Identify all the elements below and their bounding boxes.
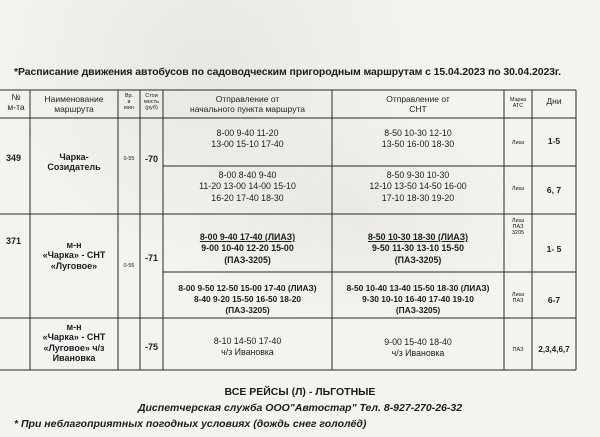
departure-start-times: 8-00 9-40 17-40 (ЛИАЗ) 9-00 10-40 12-20 15-00 (ПАЗ-3205) [199, 232, 296, 265]
header-route-name: Наименование маршрута [44, 94, 104, 114]
departure-snt-times: 8-50 10-40 13-40 15-50 18-30 (ЛИАЗ) 9-30 10-10 16-40 17-40 19-10 (ПАЗ-3205) [346, 283, 490, 315]
operating-days: 6, 7 [546, 185, 562, 195]
operating-days: 2,3,4,6,7 [538, 345, 570, 354]
departure-start-times: 8-00 8-40 9-40 11-20 13-00 14-00 15-10 16-20 17-40 18-30 [199, 170, 296, 203]
departure-start-times: 8-10 14-50 17-40 ч/з Ивановка [213, 336, 282, 358]
header-travel-time: Вр. в мин [124, 93, 134, 112]
header-departure-snt: Отправление от СНТ [386, 94, 450, 114]
dispatch-contact: Диспетчерская служба ООО"Автостар" Тел. 8-927-270-26-32 [137, 402, 463, 414]
route-name: Чарка- Созидатель [47, 152, 101, 173]
header-days: Дни [546, 96, 562, 106]
operating-days: 6-7 [547, 295, 561, 305]
header-route-number: № м-та [7, 92, 25, 112]
bus-brand: Лиаз ПАЗ [511, 292, 525, 305]
schedule-title: *Расписание движения автобусов по садоводческим пригородным маршрутам с 15.04.2023 по 30.04.2023г. [14, 66, 561, 78]
header-bus-brand: Марка АТС [509, 97, 527, 110]
operating-days: 1-5 [547, 136, 561, 146]
benefit-note: ВСЕ РЕЙСЫ (Л) - ЛЬГОТНЫЕ [224, 386, 376, 398]
route-cost: -71 [144, 253, 158, 263]
operating-days: 1- 5 [546, 244, 562, 254]
departure-snt-times: 8-50 10-30 18-30 (ЛИАЗ) 9-50 11-30 13-10 15-50 (ПАЗ-3205) [367, 232, 469, 265]
departure-snt-times: 8-50 9-30 10-30 12-10 13-50 14-50 16-00 17-10 18-30 19-20 [369, 170, 467, 203]
bus-brand: Лиаз [511, 140, 525, 146]
route-travel-time: 0-55 [123, 156, 135, 162]
route-cost: -70 [144, 154, 158, 164]
weather-note: * При неблагоприятных погодных условиях (дождь снег гололёд) [14, 418, 367, 430]
header-departure-start: Отправление от начального пункта маршрута [190, 94, 305, 114]
route-name: м-н «Чарка» - СНТ «Луговое» [42, 240, 106, 271]
route-number: 349 [6, 153, 22, 163]
route-cost: -75 [144, 342, 158, 352]
header-cost: Стои мость (руб) [144, 93, 159, 112]
departure-snt-times: 8-50 10-30 12-10 13-50 16-00 18-30 [381, 128, 455, 150]
departure-start-times: 8-00 9-50 12-50 15-00 17-40 (ЛИАЗ) 8-40 9-20 15-50 16-50 18-20 (ПАЗ-3205) [178, 283, 317, 315]
route-number: 371 [6, 236, 22, 246]
bus-brand: Лиаз [511, 186, 525, 192]
bus-brand: Лиаз ПАЗ 3205 [511, 218, 525, 237]
departure-start-times: 8-00 9-40 11-20 13-00 15-10 17-40 [211, 128, 284, 150]
departure-snt-times: 9-00 15-40 18-40 ч/з Ивановка [384, 337, 452, 359]
route-travel-time: 0-55 [123, 263, 135, 269]
bus-brand: ПАЗ [512, 347, 524, 353]
route-name: м-н «Чарка» - СНТ «Луговое» ч/з Ивановка [42, 322, 106, 364]
